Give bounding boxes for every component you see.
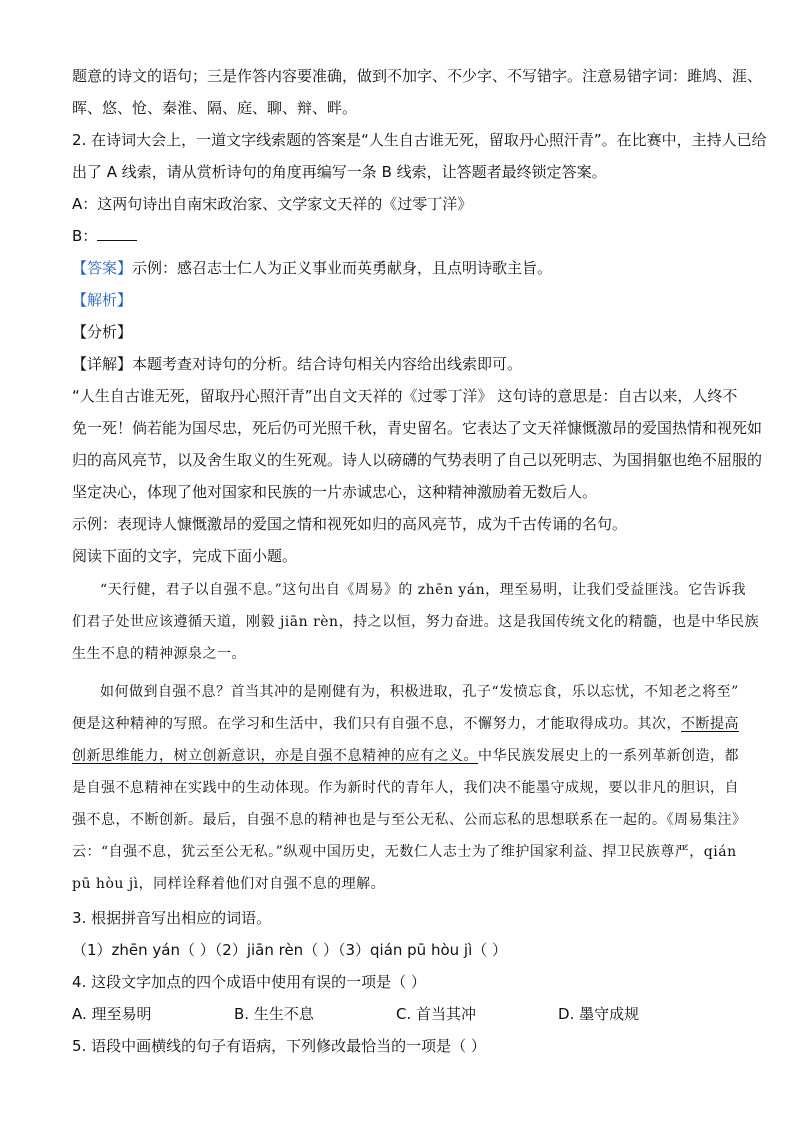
answer-text: 示例：感召志士仁人为正义事业而英勇献身，且点明诗歌主旨。	[132, 259, 553, 277]
detail-line: 【详解】本题考查对诗句的分析。结合诗句相关内容给出线索即可。	[72, 355, 523, 373]
clue-b	[72, 226, 732, 246]
passage-line: 如何做到自强不息？首当其冲的是刚健有为，积极进取，孔子“发愤忘食，乐以忘忧，不知老之将至”	[100, 684, 739, 700]
example-line: 示例：表现诗人慷慨激昂的爱国之情和视死如归的高风亮节，成为千古传诵的名句。	[72, 515, 628, 533]
underlined-sentence: 创新思维能力，树立创新意识，亦是自强不息精神的应有之义。	[72, 748, 478, 764]
clue-b-label: B：	[72, 227, 98, 245]
passage-line: 云：“自强不息，犹云至公无私。”纵观中国历史，无数仁人志士为了维护国家利益、捍卫民族尊严，qián	[72, 844, 737, 860]
question-3: 3. 根据拼音写出相应的词语。	[72, 909, 272, 927]
passage-line: 生生不息的精神源泉之一。	[72, 646, 246, 662]
underlined-sentence: 不断提高	[681, 716, 739, 732]
passage-line: 强不息，不断创新。最后，自强不息的精神也是与至公无私、公而忘私的思想联系在一起的。《周易集注》	[72, 812, 747, 828]
reading-instruction: 阅读下面的文字，完成下面小题。	[72, 547, 298, 565]
text-line: 坚定决心，体现了他对国家和民族的一片赤诚忠心，这种精神激励着无数后人。	[72, 483, 598, 501]
answer-line	[72, 258, 732, 278]
question-5: 5. 语段中画横线的句子有语病，下列修改最恰当的一项是（ ）	[72, 1037, 486, 1055]
question-2-line: 2. 在诗词大会上，一道文字线索题的答案是“人生自古谁无死，留取丹心照汗青”。在比赛中，主持人已给	[72, 131, 767, 149]
option-c: C. 首当其冲	[396, 1005, 477, 1023]
option-d: D. 墨守成规	[558, 1005, 640, 1023]
answer-tag: 【答案】	[72, 259, 133, 277]
option-a: A. 理至易明	[72, 1005, 152, 1023]
question-4: 4. 这段文字加点的四个成语中使用有误的一项是（ ）	[72, 973, 426, 991]
option-b: B. 生生不息	[234, 1005, 314, 1023]
passage-line: “天行健，君子以自强不息。”这句出自《周易》的 zhēn yán，理至易明，让我们受益匪浅。它告诉我	[100, 582, 747, 598]
passage-text: 中华民族发展史上的一系列革新创造，都	[478, 748, 739, 764]
analysis-heading: 【分析】	[72, 323, 133, 341]
question-3-items: （1）zhēn yán（ ）（2）jiān rèn（ ）（3）qián pū hòu jì（ ）	[72, 941, 508, 959]
passage-line: 们君子处世应该遵循天道，刚毅 jiān rèn，持之以恒，努力奋进。这是我国传统文化的精髓，也是中华民族	[72, 614, 760, 630]
clue-a: A：这两句诗出自南宋政治家、文学家文天祥的《过零丁洋》	[72, 195, 473, 213]
text-line: 出了 A 线索，请从赏析诗句的角度再编写一条 B 线索，让答题者最终锁定答案。	[72, 163, 607, 181]
text-line: 晖、悠、怆、秦淮、隔、庭、聊、辩、畔。	[72, 99, 358, 117]
text-line: “人生自古谁无死，留取丹心照汗青”出自文天祥的《过零丁洋》 这句诗的意思是：自古以来，人终不	[72, 387, 738, 405]
passage-line: pū hòu jì，同样诠释着他们对自强不息的理解。	[72, 876, 386, 892]
text-line: 免一死！倘若能为国尽忠，死后仍可光照千秋，青史留名。它表达了文天祥慷慨激昂的爱国热情和视死如	[72, 419, 763, 437]
answer-blank	[97, 226, 137, 241]
analysis-tag: 【解析】	[72, 291, 133, 309]
text-line: 题意的诗文的语句；三是作答内容要准确，做到不加字、不少字、不写错字。注意易错字词：雎鸠、涯、	[72, 67, 763, 85]
text-line: 归的高风亮节，以及舍生取义的生死观。诗人以磅礴的气势表明了自己以死明志、为国捐躯也绝不屈服的	[72, 451, 763, 469]
passage-line: 是自强不息精神在实践中的生动体现。作为新时代的青年人，我们决不能墨守成规，要以非凡的胆识，自	[72, 780, 739, 796]
passage-line	[72, 714, 739, 734]
passage-line	[72, 746, 739, 766]
passage-text: 便是这种精神的写照。在学习和生活中，我们只有自强不息，不懈努力，才能取得成功。其次，	[72, 716, 681, 732]
